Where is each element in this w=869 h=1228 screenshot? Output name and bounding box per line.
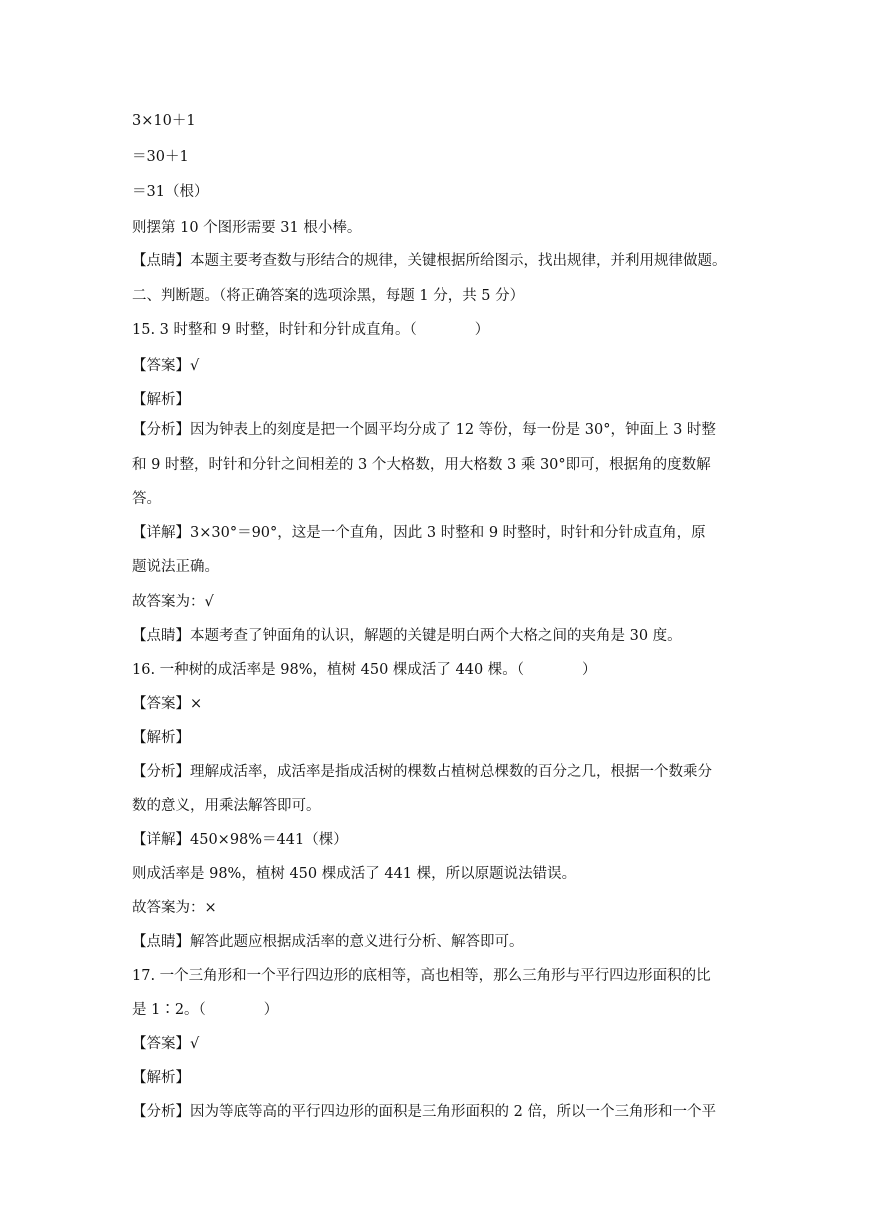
question-16: 16. 一种树的成活率是 98%，植树 450 棵成活了 440 棵。（ ） xyxy=(132,662,597,678)
final-answer-15: 故答案为：√ xyxy=(132,594,214,610)
detail-16-line-2: 则成活率是 98%，植树 450 棵成活了 441 棵，所以原题说法错误。 xyxy=(132,866,577,882)
question-15: 15. 3 时整和 9 时整，时针和分针成直角。（ ） xyxy=(132,322,490,338)
analysis-heading-17: 【解析】 xyxy=(132,1070,190,1086)
detail-15-line-1: 【详解】3×30°＝90°，这是一个直角，因此 3 时整和 9 时整时，时针和分针成直角，原 xyxy=(132,525,706,541)
analysis-15-line-2: 和 9 时整，时针和分针之间相差的 3 个大格数，用大格数 3 乘 30°即可，根据角的度数解 xyxy=(132,457,711,473)
analysis-15-line-1: 【分析】因为钟表上的刻度是把一个圆平均分成了 12 等份，每一份是 30°，钟面上 3 时整 xyxy=(132,422,716,438)
detail-16-line-1: 【详解】450×98%＝441（棵） xyxy=(132,832,348,848)
key-point-15: 【点睛】本题考查了钟面角的认识，解题的关键是明白两个大格之间的夹角是 30 度。 xyxy=(132,628,682,644)
equation-line-1: 3×10＋1 xyxy=(132,113,196,129)
equation-line-2: ＝30＋1 xyxy=(132,149,189,165)
analysis-heading-16: 【解析】 xyxy=(132,730,190,746)
answer-15: 【答案】√ xyxy=(132,358,200,374)
section-heading-judgment: 二、判断题。（将正确答案的选项涂黑，每题 1 分，共 5 分） xyxy=(132,288,525,304)
answer-16: 【答案】× xyxy=(132,696,203,712)
key-point-16: 【点睛】解答此题应根据成活率的意义进行分析、解答即可。 xyxy=(132,934,524,950)
question-17-line-2: 是 1∶2。（ ） xyxy=(132,1002,279,1018)
analysis-16-line-2: 数的意义，用乘法解答即可。 xyxy=(132,798,321,814)
analysis-16-line-1: 【分析】理解成活率，成活率是指成活树的棵数占植树总棵数的百分之几，根据一个数乘分 xyxy=(132,764,712,780)
equation-line-3: ＝31（根） xyxy=(132,184,209,200)
analysis-17-line-1: 【分析】因为等底等高的平行四边形的面积是三角形面积的 2 倍，所以一个三角形和一个平 xyxy=(132,1104,716,1120)
conclusion-line: 则摆第 10 个图形需要 31 根小棒。 xyxy=(132,220,362,236)
analysis-15-line-3: 答。 xyxy=(132,491,161,507)
question-17-line-1: 17. 一个三角形和一个平行四边形的底相等，高也相等，那么三角形与平行四边形面积的比 xyxy=(132,968,711,984)
final-answer-16: 故答案为：× xyxy=(132,900,217,916)
detail-15-line-2: 题说法正确。 xyxy=(132,559,219,575)
analysis-heading-15: 【解析】 xyxy=(132,392,190,408)
key-point-14: 【点睛】本题主要考查数与形结合的规律，关键根据所给图示，找出规律，并利用规律做题。 xyxy=(132,253,727,269)
answer-17: 【答案】√ xyxy=(132,1036,200,1052)
